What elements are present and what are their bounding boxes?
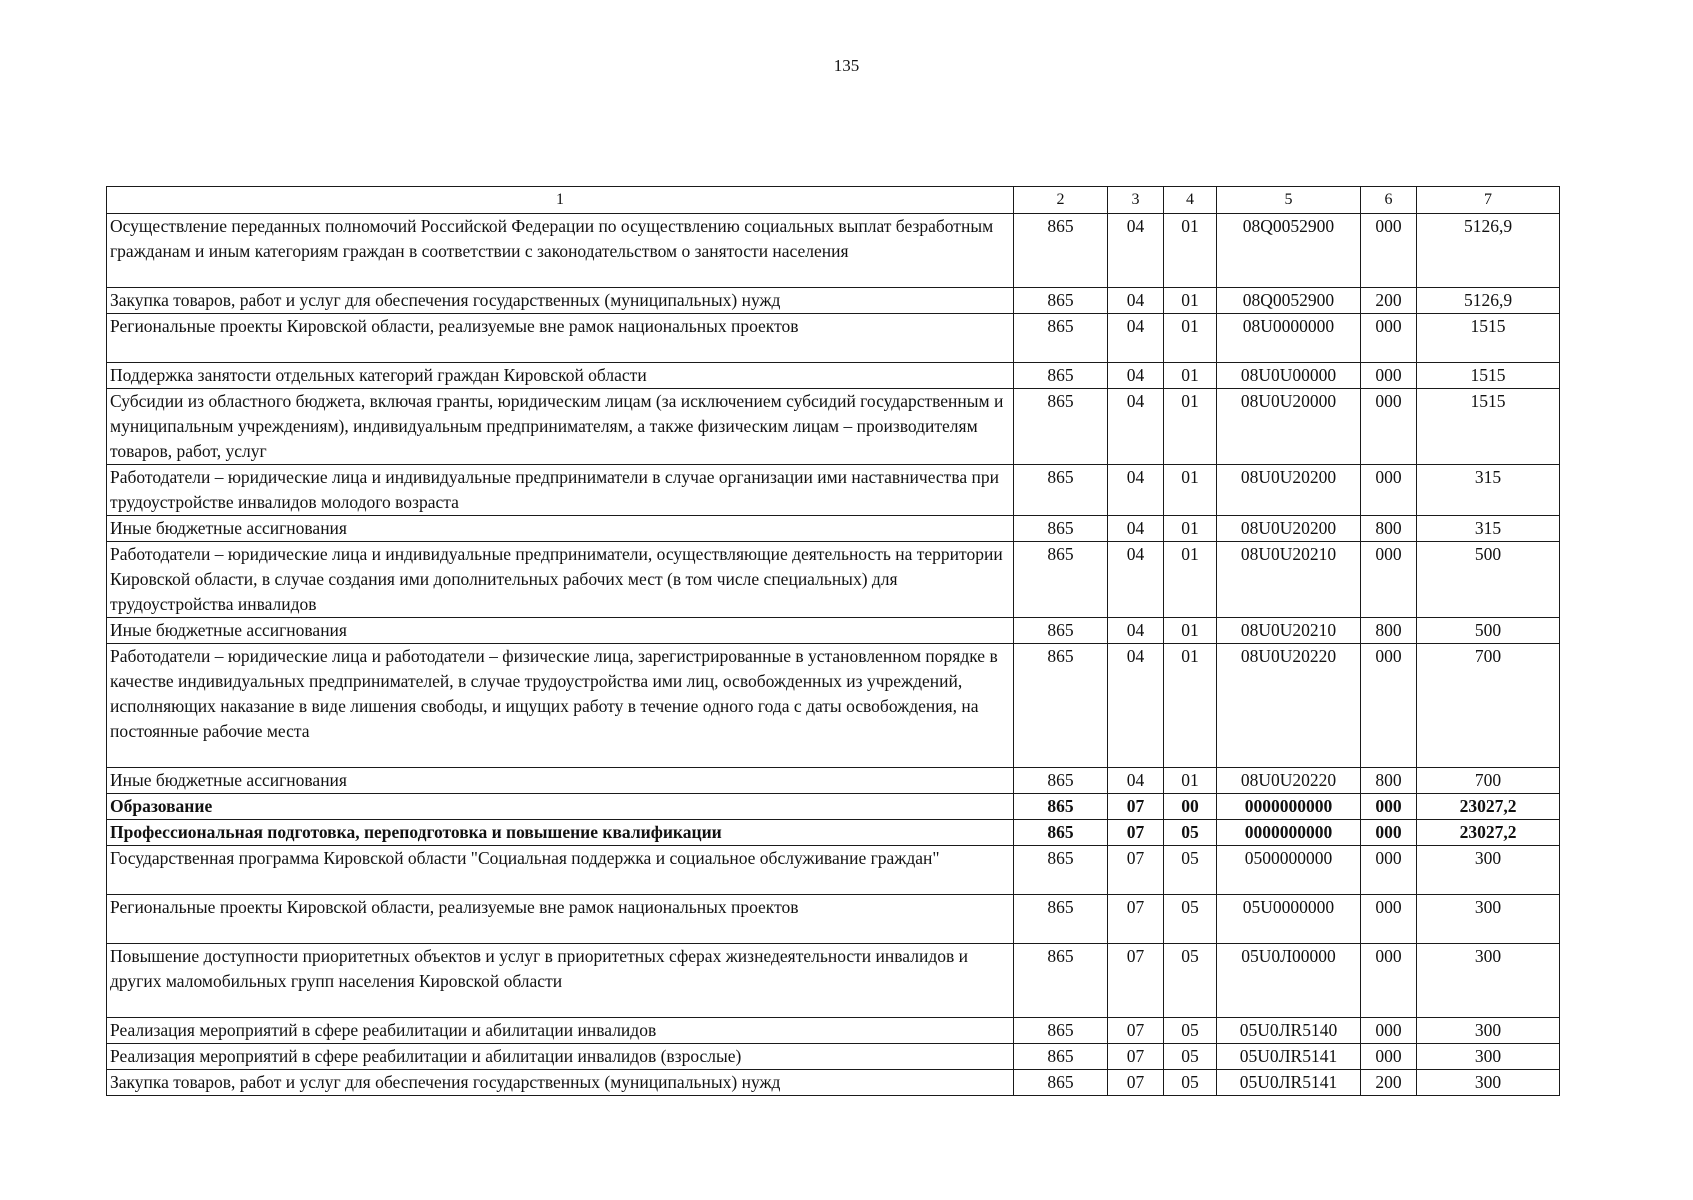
subsection-cell: 05 [1164, 820, 1217, 846]
admin-code-cell: 865 [1014, 465, 1108, 516]
table-row [107, 1070, 1560, 1096]
expense-type-cell: 800 [1361, 768, 1417, 794]
row-name-cell: Закупка товаров, работ и услуг для обеспечения государственных (муниципальных) нужд [107, 288, 1014, 314]
amount-cell: 1515 [1417, 314, 1560, 363]
table-row [107, 288, 1560, 314]
row-name-cell: Работодатели – юридические лица и работодатели – физические лица, зарегистрированные в установленном порядке в качестве индивидуальных предпринимателей, в случае трудоустройства ими лиц, освобожденных из учреждений, исполняющих наказание в виде лишения свободы, и ищущих работу в течение одного года с даты освобождения, на постоянные рабочие места [107, 644, 1014, 768]
subsection-cell: 01 [1164, 214, 1217, 288]
column-header: 3 [1108, 187, 1164, 214]
target-article-cell: 08U0U20000 [1217, 389, 1361, 465]
admin-code-cell: 865 [1014, 1018, 1108, 1044]
admin-code-cell: 865 [1014, 314, 1108, 363]
expense-type-cell: 800 [1361, 516, 1417, 542]
table-row [107, 618, 1560, 644]
table-row [107, 944, 1560, 1018]
table-row [107, 846, 1560, 895]
expense-type-cell: 200 [1361, 288, 1417, 314]
section-cell: 04 [1108, 618, 1164, 644]
column-number-row [107, 187, 1560, 214]
target-article-cell: 08U0U20210 [1217, 542, 1361, 618]
section-cell: 04 [1108, 288, 1164, 314]
admin-code-cell: 865 [1014, 768, 1108, 794]
amount-cell: 300 [1417, 1070, 1560, 1096]
subsection-cell: 01 [1164, 314, 1217, 363]
table-row [107, 1044, 1560, 1070]
section-cell: 07 [1108, 1070, 1164, 1096]
row-name-cell: Поддержка занятости отдельных категорий граждан Кировской области [107, 363, 1014, 389]
admin-code-cell: 865 [1014, 895, 1108, 944]
expense-type-cell: 000 [1361, 542, 1417, 618]
row-name-cell: Реализация мероприятий в сфере реабилитации и абилитации инвалидов (взрослые) [107, 1044, 1014, 1070]
row-name-cell: Осуществление переданных полномочий Российской Федерации по осуществлению социальных выплат безработным гражданам и иным категориям граждан в соответствии с законодательством о занятости населения [107, 214, 1014, 288]
subsection-cell: 01 [1164, 644, 1217, 768]
section-cell: 04 [1108, 214, 1164, 288]
expense-type-cell: 000 [1361, 363, 1417, 389]
expense-type-cell: 000 [1361, 1044, 1417, 1070]
section-cell: 07 [1108, 1044, 1164, 1070]
row-name-cell: Иные бюджетные ассигнования [107, 618, 1014, 644]
column-header: 7 [1417, 187, 1560, 214]
target-article-cell: 08U0U20200 [1217, 465, 1361, 516]
row-name-cell: Работодатели – юридические лица и индивидуальные предприниматели, осуществляющие деятельность на территории Кировской области, в случае создания ими дополнительных рабочих мест (в том числе специальных) для трудоустройства инвалидов [107, 542, 1014, 618]
section-cell: 07 [1108, 820, 1164, 846]
page-number: 135 [833, 56, 860, 75]
row-name-cell: Образование [107, 794, 1014, 820]
expense-type-cell: 800 [1361, 618, 1417, 644]
amount-cell: 315 [1417, 465, 1560, 516]
expense-type-cell: 200 [1361, 1070, 1417, 1096]
table-row [107, 363, 1560, 389]
table-row [107, 465, 1560, 516]
target-article-cell: 08U0U20220 [1217, 644, 1361, 768]
amount-cell: 1515 [1417, 389, 1560, 465]
target-article-cell: 08U0U20220 [1217, 768, 1361, 794]
table-row [107, 314, 1560, 363]
table-row [107, 895, 1560, 944]
expense-type-cell: 000 [1361, 465, 1417, 516]
amount-cell: 300 [1417, 895, 1560, 944]
target-article-cell: 08U0U20200 [1217, 516, 1361, 542]
section-cell: 04 [1108, 465, 1164, 516]
section-cell: 04 [1108, 314, 1164, 363]
section-cell: 07 [1108, 1018, 1164, 1044]
target-article-cell: 08U0000000 [1217, 314, 1361, 363]
budget-table [106, 186, 1560, 1096]
row-name-cell: Субсидии из областного бюджета, включая гранты, юридическим лицам (за исключением субсидий государственным и муниципальным учреждениям), индивидуальным предпринимателям, а также физическим лицам – производителям товаров, работ, услуг [107, 389, 1014, 465]
subsection-cell: 05 [1164, 1018, 1217, 1044]
admin-code-cell: 865 [1014, 214, 1108, 288]
amount-cell: 500 [1417, 542, 1560, 618]
subsection-cell: 01 [1164, 389, 1217, 465]
admin-code-cell: 865 [1014, 846, 1108, 895]
row-name-cell: Государственная программа Кировской области "Социальная поддержка и социальное обслуживание граждан" [107, 846, 1014, 895]
expense-type-cell: 000 [1361, 314, 1417, 363]
target-article-cell: 0000000000 [1217, 820, 1361, 846]
amount-cell: 300 [1417, 1044, 1560, 1070]
subsection-cell: 00 [1164, 794, 1217, 820]
table-row [107, 516, 1560, 542]
amount-cell: 23027,2 [1417, 820, 1560, 846]
admin-code-cell: 865 [1014, 1070, 1108, 1096]
row-name-cell: Закупка товаров, работ и услуг для обеспечения государственных (муниципальных) нужд [107, 1070, 1014, 1096]
admin-code-cell: 865 [1014, 363, 1108, 389]
target-article-cell: 08U0U00000 [1217, 363, 1361, 389]
admin-code-cell: 865 [1014, 794, 1108, 820]
subsection-cell: 01 [1164, 768, 1217, 794]
target-article-cell: 08U0U20210 [1217, 618, 1361, 644]
amount-cell: 315 [1417, 516, 1560, 542]
section-cell: 04 [1108, 389, 1164, 465]
row-name-cell: Реализация мероприятий в сфере реабилитации и абилитации инвалидов [107, 1018, 1014, 1044]
table-row [107, 1018, 1560, 1044]
target-article-cell: 05U0ЛR5141 [1217, 1044, 1361, 1070]
subsection-cell: 05 [1164, 846, 1217, 895]
target-article-cell: 0500000000 [1217, 846, 1361, 895]
admin-code-cell: 865 [1014, 618, 1108, 644]
amount-cell: 23027,2 [1417, 794, 1560, 820]
subsection-cell: 01 [1164, 363, 1217, 389]
subsection-cell: 05 [1164, 944, 1217, 1018]
expense-type-cell: 000 [1361, 820, 1417, 846]
amount-cell: 300 [1417, 846, 1560, 895]
subsection-cell: 01 [1164, 516, 1217, 542]
target-article-cell: 05U0ЛR5140 [1217, 1018, 1361, 1044]
expense-type-cell: 000 [1361, 846, 1417, 895]
amount-cell: 1515 [1417, 363, 1560, 389]
admin-code-cell: 865 [1014, 944, 1108, 1018]
section-cell: 04 [1108, 644, 1164, 768]
subsection-cell: 01 [1164, 288, 1217, 314]
section-cell: 04 [1108, 542, 1164, 618]
table-body [107, 214, 1560, 1096]
section-cell: 07 [1108, 944, 1164, 1018]
target-article-cell: 05U0000000 [1217, 895, 1361, 944]
table-row [107, 644, 1560, 768]
expense-type-cell: 000 [1361, 944, 1417, 1018]
table-row [107, 820, 1560, 846]
admin-code-cell: 865 [1014, 288, 1108, 314]
table-row [107, 214, 1560, 288]
table-row [107, 389, 1560, 465]
amount-cell: 5126,9 [1417, 288, 1560, 314]
table-row [107, 768, 1560, 794]
expense-type-cell: 000 [1361, 895, 1417, 944]
target-article-cell: 05U0Л00000 [1217, 944, 1361, 1018]
column-header: 6 [1361, 187, 1417, 214]
admin-code-cell: 865 [1014, 644, 1108, 768]
admin-code-cell: 865 [1014, 820, 1108, 846]
expense-type-cell: 000 [1361, 644, 1417, 768]
row-name-cell: Иные бюджетные ассигнования [107, 768, 1014, 794]
row-name-cell: Иные бюджетные ассигнования [107, 516, 1014, 542]
target-article-cell: 08Q0052900 [1217, 214, 1361, 288]
row-name-cell: Региональные проекты Кировской области, реализуемые вне рамок национальных проектов [107, 314, 1014, 363]
target-article-cell: 0000000000 [1217, 794, 1361, 820]
row-name-cell: Повышение доступности приоритетных объектов и услуг в приоритетных сферах жизнедеятельности инвалидов и других маломобильных групп населения Кировской области [107, 944, 1014, 1018]
column-header: 2 [1014, 187, 1108, 214]
column-header: 4 [1164, 187, 1217, 214]
row-name-cell: Работодатели – юридические лица и индивидуальные предприниматели в случае организации ими наставничества при трудоустройстве инвалидов молодого возраста [107, 465, 1014, 516]
subsection-cell: 01 [1164, 542, 1217, 618]
expense-type-cell: 000 [1361, 214, 1417, 288]
section-cell: 07 [1108, 895, 1164, 944]
amount-cell: 300 [1417, 1018, 1560, 1044]
amount-cell: 700 [1417, 644, 1560, 768]
target-article-cell: 08Q0052900 [1217, 288, 1361, 314]
admin-code-cell: 865 [1014, 389, 1108, 465]
expense-type-cell: 000 [1361, 794, 1417, 820]
section-cell: 07 [1108, 846, 1164, 895]
section-cell: 04 [1108, 768, 1164, 794]
section-cell: 04 [1108, 516, 1164, 542]
column-header: 5 [1217, 187, 1361, 214]
row-name-cell: Региональные проекты Кировской области, реализуемые вне рамок национальных проектов [107, 895, 1014, 944]
amount-cell: 500 [1417, 618, 1560, 644]
admin-code-cell: 865 [1014, 516, 1108, 542]
row-name-cell: Профессиональная подготовка, переподготовка и повышение квалификации [107, 820, 1014, 846]
subsection-cell: 01 [1164, 618, 1217, 644]
target-article-cell: 05U0ЛR5141 [1217, 1070, 1361, 1096]
table-row [107, 542, 1560, 618]
subsection-cell: 05 [1164, 895, 1217, 944]
expense-type-cell: 000 [1361, 1018, 1417, 1044]
amount-cell: 5126,9 [1417, 214, 1560, 288]
column-header: 1 [107, 187, 1014, 214]
section-cell: 07 [1108, 794, 1164, 820]
section-cell: 04 [1108, 363, 1164, 389]
table-row [107, 794, 1560, 820]
subsection-cell: 05 [1164, 1070, 1217, 1096]
amount-cell: 300 [1417, 944, 1560, 1018]
subsection-cell: 05 [1164, 1044, 1217, 1070]
admin-code-cell: 865 [1014, 1044, 1108, 1070]
admin-code-cell: 865 [1014, 542, 1108, 618]
expense-type-cell: 000 [1361, 389, 1417, 465]
subsection-cell: 01 [1164, 465, 1217, 516]
amount-cell: 700 [1417, 768, 1560, 794]
